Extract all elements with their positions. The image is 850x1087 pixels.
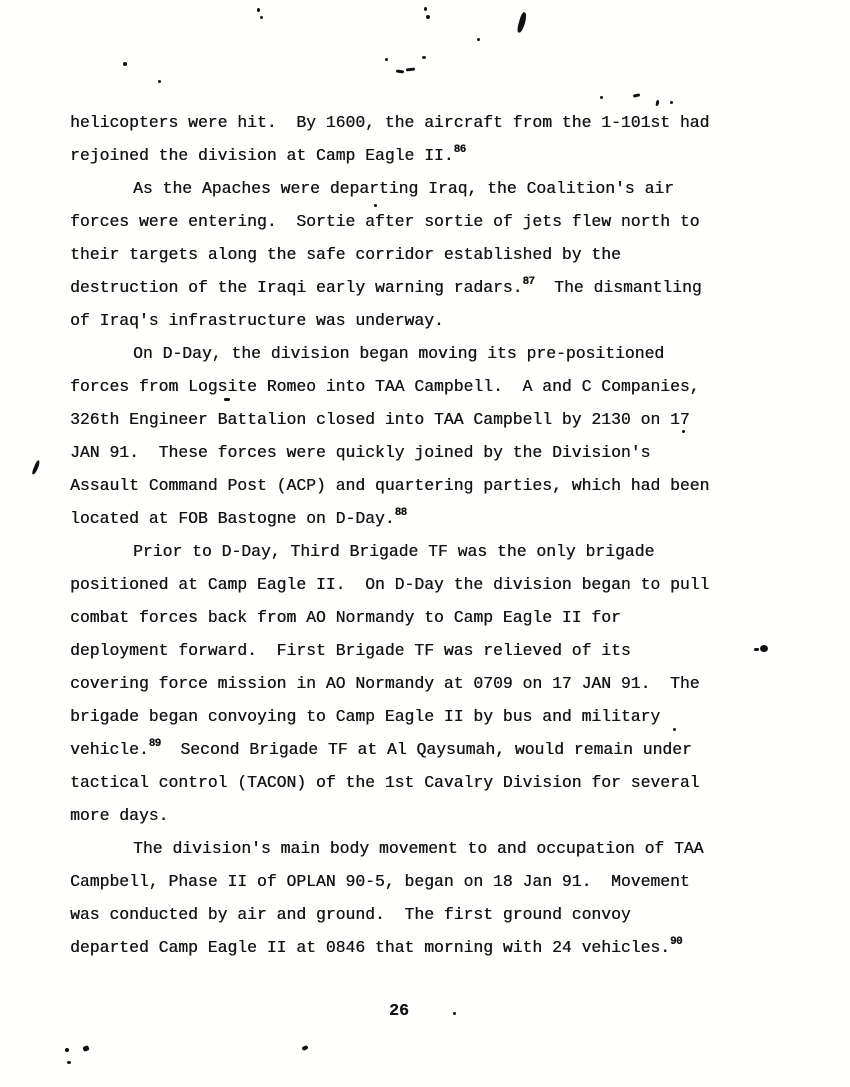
text-run: covering force mission in AO Normandy at 0709 on 17 JAN 91. The <box>70 674 700 693</box>
scan-mark <box>65 1048 69 1052</box>
text-run: helicopters were hit. By 1600, the aircraft from the 1-101st had <box>70 113 710 132</box>
scan-mark <box>760 645 768 652</box>
text-line <box>70 898 760 931</box>
scan-mark <box>673 728 676 731</box>
scan-mark <box>31 460 40 475</box>
footnote-ref: 89 <box>148 738 161 750</box>
scan-mark <box>123 62 127 66</box>
text-line <box>70 931 760 964</box>
text-line <box>70 667 760 700</box>
scan-mark <box>257 8 260 12</box>
scan-mark <box>224 398 230 401</box>
scan-mark <box>453 1012 456 1015</box>
scan-mark <box>67 1061 71 1064</box>
text-run: Second Brigade TF at Al Qaysumah, would remain under <box>160 740 692 759</box>
scan-mark <box>477 38 480 41</box>
text-run: forces were entering. Sortie after sortie of jets flew north to <box>70 212 700 231</box>
scan-mark <box>406 68 415 72</box>
text-line <box>70 337 760 370</box>
text-line <box>70 502 760 535</box>
scan-mark <box>670 101 673 104</box>
text-line <box>70 469 760 502</box>
text-line <box>70 172 760 205</box>
text-run: of Iraq's infrastructure was underway. <box>70 311 444 330</box>
text-line <box>70 601 760 634</box>
text-run: departed Camp Eagle II at 0846 that morning with 24 vehicles. <box>70 938 670 957</box>
text-run: more days. <box>70 806 169 825</box>
footnote-ref: 87 <box>522 276 535 288</box>
text-line <box>70 436 760 469</box>
text-run: their targets along the safe corridor established by the <box>70 245 621 264</box>
text-run: positioned at Camp Eagle II. On D-Day the division began to pull <box>70 575 710 594</box>
scan-mark <box>82 1045 89 1052</box>
text-line <box>70 634 760 667</box>
text-run: vehicle. <box>70 740 149 759</box>
text-line <box>70 403 760 436</box>
scan-mark <box>385 58 388 61</box>
text-line <box>70 832 760 865</box>
scan-mark <box>158 80 161 83</box>
text-line <box>70 865 760 898</box>
text-line <box>70 766 760 799</box>
text-run: As the Apaches were departing Iraq, the Coalition's air <box>133 179 674 198</box>
scan-mark <box>260 16 263 19</box>
document-body <box>70 106 760 964</box>
text-line <box>70 700 760 733</box>
text-run: JAN 91. These forces were quickly joined by the Division's <box>70 443 651 462</box>
scan-mark <box>424 7 427 11</box>
scan-mark <box>396 69 404 73</box>
footnote-ref: 86 <box>453 144 466 156</box>
text-line <box>70 271 760 304</box>
text-run: rejoined the division at Camp Eagle II. <box>70 146 454 165</box>
text-run: Assault Command Post (ACP) and quartering parties, which had been <box>70 476 710 495</box>
scan-mark <box>422 56 426 59</box>
text-line <box>70 238 760 271</box>
text-run: The division's main body movement to and occupation of TAA <box>133 839 704 858</box>
text-run: The dismantling <box>534 278 702 297</box>
scan-mark <box>301 1045 308 1051</box>
scan-mark <box>600 96 603 99</box>
scan-mark <box>754 648 759 651</box>
scan-mark <box>682 430 685 433</box>
text-run: destruction of the Iraqi early warning radars. <box>70 278 523 297</box>
scan-mark <box>516 12 527 34</box>
scan-mark <box>374 204 377 207</box>
scan-mark <box>633 93 640 97</box>
text-line <box>70 799 760 832</box>
text-line <box>70 304 760 337</box>
text-line <box>70 733 760 766</box>
text-run: On D-Day, the division began moving its pre-positioned <box>133 344 665 363</box>
text-run: located at FOB Bastogne on D-Day. <box>70 509 395 528</box>
text-run: was conducted by air and ground. The first ground convoy <box>70 905 631 924</box>
text-run: forces from Logsite Romeo into TAA Campbell. A and C Companies, <box>70 377 700 396</box>
scan-mark <box>426 15 430 19</box>
text-run: combat forces back from AO Normandy to Camp Eagle II for <box>70 608 621 627</box>
footnote-ref: 88 <box>394 507 407 519</box>
text-run: deployment forward. First Brigade TF was relieved of its <box>70 641 631 660</box>
text-line <box>70 568 760 601</box>
text-run: tactical control (TACON) of the 1st Cavalry Division for several <box>70 773 700 792</box>
text-run: brigade began convoying to Camp Eagle II by bus and military <box>70 707 661 726</box>
text-line <box>70 106 760 139</box>
text-line <box>70 139 760 172</box>
text-line <box>70 370 760 403</box>
text-line <box>70 205 760 238</box>
text-run: Prior to D-Day, Third Brigade TF was the only brigade <box>133 542 655 561</box>
footnote-ref: 90 <box>670 936 682 948</box>
text-run: 326th Engineer Battalion closed into TAA Campbell by 2130 on 17 <box>70 410 690 429</box>
text-run: Campbell, Phase II of OPLAN 90-5, began on 18 Jan 91. Movement <box>70 872 690 891</box>
page-number: 26 <box>389 1001 409 1020</box>
text-line <box>70 535 760 568</box>
